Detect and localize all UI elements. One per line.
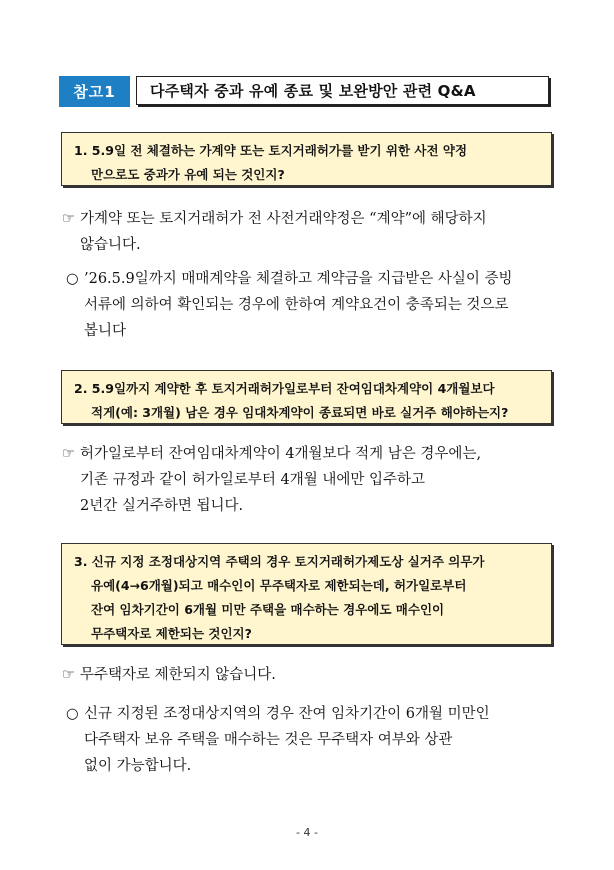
answer-3-detail-line-3: 없이 가능합니다.	[84, 758, 192, 774]
answer-2	[62, 441, 558, 519]
answer-1-detail-line-1: ’26.5.9일까지 매매계약을 체결하고 계약금을 지급받은 사실이 증빙	[84, 271, 513, 287]
question-box-1	[61, 132, 552, 186]
reference-tag: 참고1	[59, 76, 130, 107]
pointing-hand-icon: ☞	[62, 667, 75, 683]
answer-3	[62, 662, 558, 688]
answer-1	[62, 206, 558, 258]
question-3-line-2: 유예(4→6개월)되고 매수인이 무주택자로 제한되는데, 허가일로부터	[91, 578, 467, 593]
question-2-line-1: 2. 5.9일까지 계약한 후 토지거래허가일로부터 잔여임대차계약이 4개월보다	[74, 381, 495, 396]
circle-bullet-icon: ○	[66, 271, 79, 287]
page-number: - 4 -	[296, 826, 318, 839]
answer-3-detail-line-1: 신규 지정된 조정대상지역의 경우 잔여 임차기간이 6개월 미만인	[84, 706, 490, 722]
answer-1-line-1: 가계약 또는 토지거래허가 전 사전거래약정은 “계약”에 해당하지	[80, 211, 487, 227]
answer-2-line-3: 2년간 실거주하면 됩니다.	[80, 498, 244, 514]
answer-3-detail	[66, 701, 558, 779]
document-title: 다주택자 중과 유예 종료 및 보완방안 관련 Q&A	[136, 76, 549, 105]
question-3-line-1: 3. 신규 지정 조정대상지역 주택의 경우 토지거래허가제도상 실거주 의무가	[74, 554, 485, 569]
question-3-line-3: 잔여 임차기간이 6개월 미만 주택을 매수하는 경우에도 매수인이	[91, 602, 445, 617]
answer-2-line-1: 허가일로부터 잔여임대차계약이 4개월보다 적게 남은 경우에는,	[80, 446, 482, 462]
answer-1-detail-line-2: 서류에 의하여 확인되는 경우에 한하여 계약요건이 충족되는 것으로	[84, 297, 509, 313]
answer-3-line-1: 무주택자로 제한되지 않습니다.	[80, 667, 276, 683]
question-1-line-2: 만으로도 중과가 유예 되는 것인지?	[91, 167, 285, 182]
pointing-hand-icon: ☞	[62, 446, 75, 462]
question-box-3	[61, 543, 552, 645]
question-3-line-4: 무주택자로 제한되는 것인지?	[91, 626, 252, 641]
question-box-2	[61, 370, 552, 424]
circle-bullet-icon: ○	[66, 706, 79, 722]
question-1-line-1: 1. 5.9일 전 체결하는 가계약 또는 토지거래허가를 받기 위한 사전 약정	[74, 143, 468, 158]
answer-1-line-2: 않습니다.	[80, 237, 141, 253]
answer-1-detail-line-3: 봅니다	[84, 323, 127, 339]
question-2-line-2: 적게(예: 3개월) 남은 경우 임대차계약이 종료되면 바로 실거주 해야하는지?	[91, 405, 509, 420]
answer-1-detail	[66, 266, 558, 344]
pointing-hand-icon: ☞	[62, 211, 75, 227]
answer-3-detail-line-2: 다주택자 보유 주택을 매수하는 것은 무주택자 여부와 상관	[84, 732, 453, 748]
answer-2-line-2: 기존 규정과 같이 허가일로부터 4개월 내에만 입주하고	[80, 472, 426, 488]
